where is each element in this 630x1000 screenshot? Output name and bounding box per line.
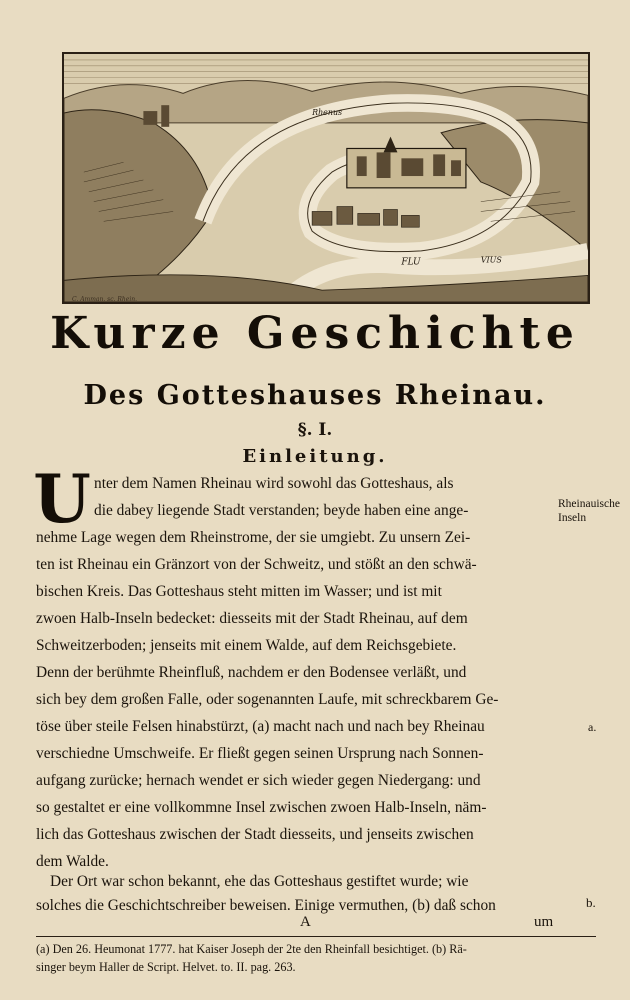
footnote-line: singer beym Haller de Script. Helvet. to. II. pag. 263. bbox=[36, 960, 296, 974]
footnote-line: (a) Den 26. Heumonat 1777. hat Kaiser Joseph der 2te den Rheinfall besichtiget. (b) Rä- bbox=[36, 942, 467, 956]
section-number: §. I. bbox=[297, 420, 333, 440]
text-line: verschiedne Umschweife. Er fließt gegen seinen Ursprung nach Sonnen- bbox=[36, 745, 484, 762]
drop-capital: U bbox=[33, 460, 91, 538]
second-paragraph bbox=[36, 870, 552, 918]
text-line: solches die Geschichtschreiber beweisen. Einige vermuthen, (b) daß schon bbox=[36, 897, 496, 914]
river-label-vius: VIUS bbox=[480, 255, 502, 265]
section-heading: Einleitung. bbox=[242, 446, 388, 467]
text-line: so gestaltet er eine vollkommne Insel zwischen zwoen Halb-Inseln, näm- bbox=[36, 799, 487, 816]
text-line: Schweitzerboden; jenseits mit einem Walde, auf dem Reichsgebiete. bbox=[36, 637, 457, 654]
marginal-mark-a: a. bbox=[588, 720, 597, 734]
engraving-illustration bbox=[62, 52, 590, 304]
text-line: aufgang zurücke; hernach wendet er sich wieder gegen Niedergang: und bbox=[36, 772, 481, 789]
river-label-rhenus: Rhenus bbox=[312, 108, 343, 118]
catchword: um bbox=[534, 914, 554, 930]
text-line: nter dem Namen Rheinau wird sowohl das Gotteshaus, als bbox=[94, 475, 454, 492]
signature-mark: A bbox=[300, 914, 311, 930]
text-line: Der Ort war schon bekannt, ehe das Gotteshaus gestiftet wurde; wie bbox=[50, 873, 469, 890]
text-line: ten ist Rheinau ein Gränzort von der Schweitz, und stößt an den schwä- bbox=[36, 556, 477, 573]
text-line: nehme Lage wegen dem Rheinstrome, der sie umgiebt. Zu unsern Zei- bbox=[36, 529, 471, 546]
page-subtitle: Des Gotteshauses Rheinau. bbox=[83, 380, 547, 411]
text-line: lich das Gotteshaus zwischen der Stadt diesseits, und jenseits zwischen bbox=[36, 826, 474, 843]
text-line: sich bey dem großen Falle, oder sogenannten Laufe, mit schreckbarem Ge- bbox=[36, 691, 499, 708]
footnotes bbox=[36, 940, 596, 976]
marginal-mark-b: b. bbox=[586, 895, 596, 910]
river-label-flu: FLU bbox=[401, 257, 421, 268]
marginal-note: Rheinauische Inseln bbox=[558, 498, 620, 524]
footnote-divider bbox=[36, 936, 596, 937]
main-paragraph bbox=[36, 470, 552, 875]
text-line: die dabey liegende Stadt verstanden; beyde haben eine ange- bbox=[94, 502, 469, 519]
page-title: Kurze Geschichte bbox=[50, 308, 580, 359]
text-line: zwoen Halb-Inseln bedecket: diesseits mit der Stadt Rheinau, auf dem bbox=[36, 610, 468, 627]
text-line: bischen Kreis. Das Gotteshaus steht mitten im Wasser; und ist mit bbox=[36, 583, 442, 600]
text-line: dem Walde. bbox=[36, 853, 109, 870]
engraver-credit: C. Amman. sc. Rhein. bbox=[72, 296, 138, 303]
landscape-engraving bbox=[64, 54, 588, 302]
text-line: töse über steile Felsen hinabstürzt, (a) macht nach und nach bey Rheinau bbox=[36, 718, 485, 735]
text-line: Denn der berühmte Rheinfluß, nachdem er den Bodensee verläßt, und bbox=[36, 664, 467, 681]
